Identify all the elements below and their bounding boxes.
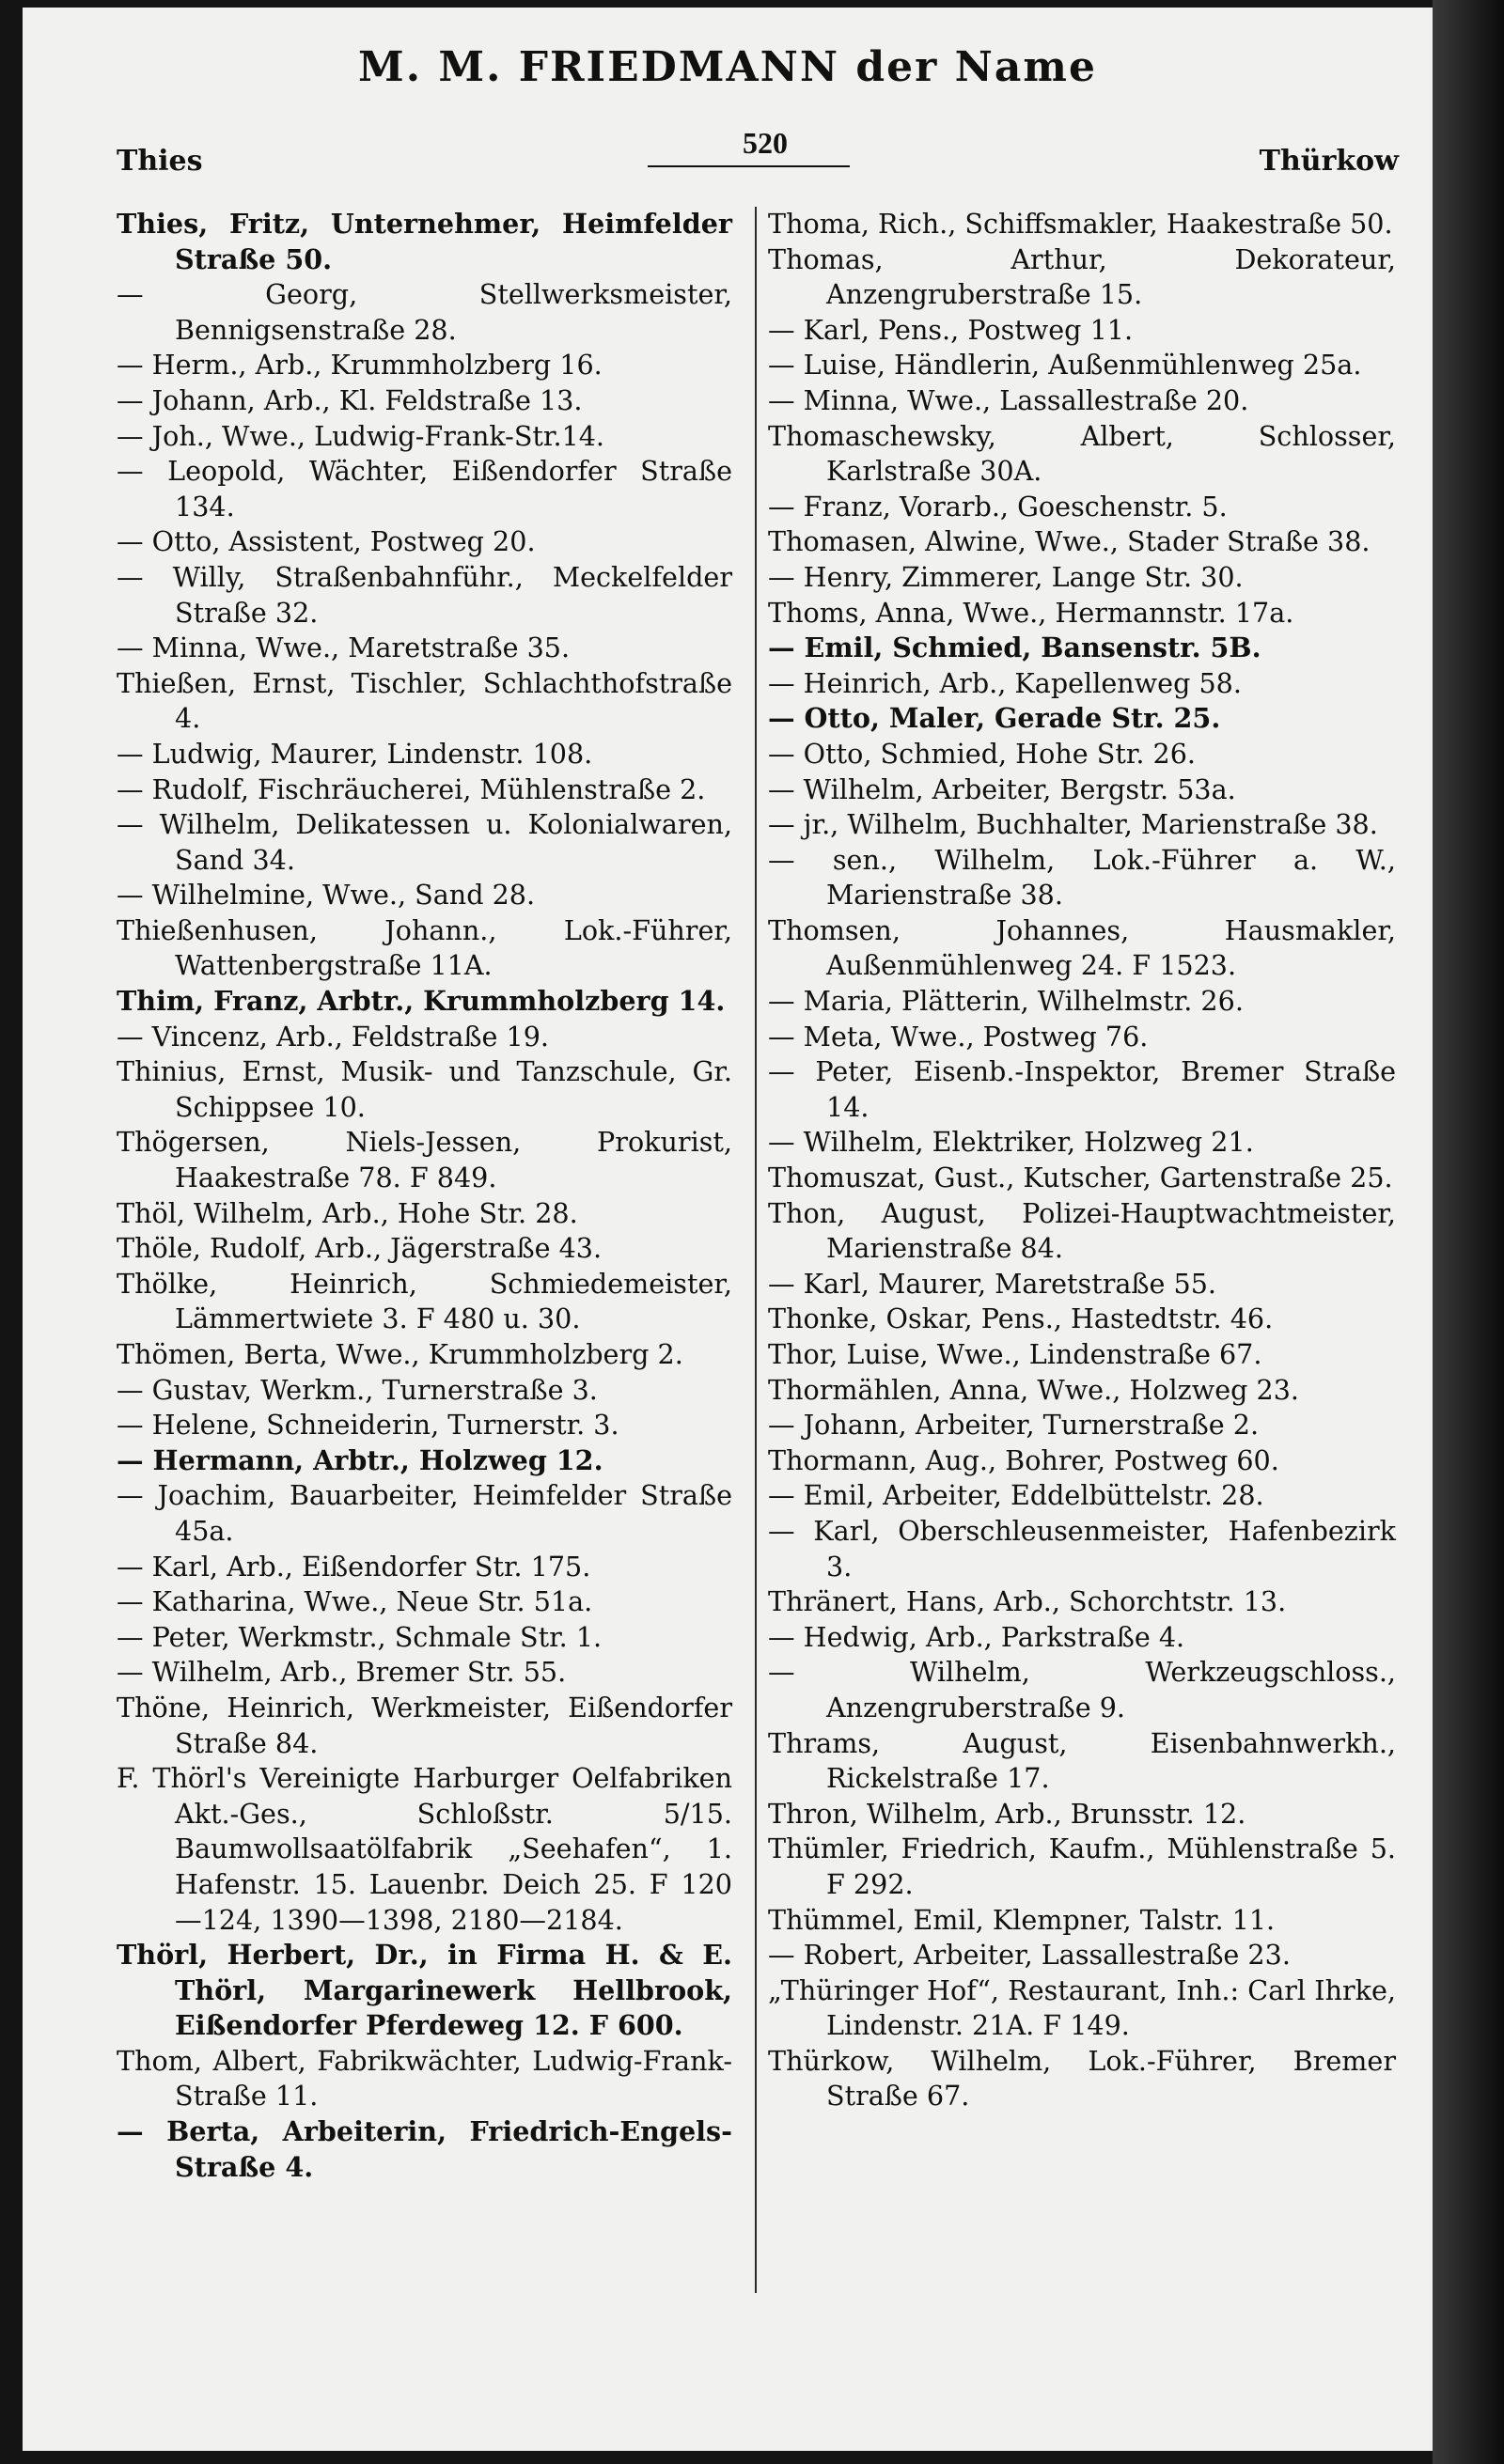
directory-entry: — Minna, Wwe., Maretstraße 35. xyxy=(117,632,571,664)
directory-entry: Thöle, Rudolf, Arb., Jägerstraße 43. xyxy=(117,1232,603,1265)
directory-entry: Thießenhusen, Johann., Lok.-Führer, Wattenbergstraße 11A. xyxy=(117,913,732,982)
directory-entry: — Johann, Arb., Kl. Feldstraße 13. xyxy=(117,383,583,416)
directory-entry: Thrams, August, Eisenbahnwerkh., Rickelstraße 17. xyxy=(768,1726,1396,1795)
directory-entry: Thormählen, Anna, Wwe., Holzweg 23. xyxy=(768,1373,1299,1406)
directory-entry: Thor, Luise, Wwe., Lindenstraße 67. xyxy=(768,1338,1262,1370)
directory-entry: Thölke, Heinrich, Schmiedemeister, Lämmertwiete 3. F 480 u. 30. xyxy=(117,1267,732,1335)
directory-entry: — Katharina, Wwe., Neue Str. 51a. xyxy=(117,1585,593,1618)
directory-entry: — Otto, Assistent, Postweg 20. xyxy=(117,525,536,558)
directory-entry: — Karl, Arb., Eißendorfer Str. 175. xyxy=(117,1550,591,1583)
directory-entry: — Wilhelm, Werkzeugschloss., Anzengruberstraße 9. xyxy=(768,1656,1396,1723)
directory-entry: Thögersen, Niels-Jessen, Prokurist, Haakestraße 78. F 849. xyxy=(117,1126,732,1194)
directory-entry: Thonke, Oskar, Pens., Hastedtstr. 46. xyxy=(768,1302,1274,1335)
directory-entry: — Karl, Pens., Postweg 11. xyxy=(768,313,1134,346)
running-head-left: Thies xyxy=(117,145,203,178)
directory-entry: — Wilhelm, Delikatessen u. Kolonialwaren, Sand 34. xyxy=(117,808,732,876)
running-head-right: Thürkow xyxy=(1259,145,1399,178)
directory-entry: Thümler, Friedrich, Kaufm., Mühlenstraße 5. F 292. xyxy=(768,1832,1396,1900)
directory-entry: — Helene, Schneiderin, Turnerstr. 3. xyxy=(117,1409,619,1442)
directory-entry: — Emil, Arbeiter, Eddelbüttelstr. 28. xyxy=(768,1479,1264,1512)
directory-entry: — Leopold, Wächter, Eißendorfer Straße 134. xyxy=(117,455,732,522)
directory-entry: — Vincenz, Arb., Feldstraße 19. xyxy=(117,1020,549,1053)
header-title: M. M. FRIEDMANN der Name xyxy=(358,43,1097,91)
directory-entry: Thürkow, Wilhelm, Lok.-Führer, Bremer Straße 67. xyxy=(768,2044,1396,2113)
directory-entry: Thoms, Anna, Wwe., Hermannstr. 17a. xyxy=(768,596,1294,629)
directory-entry: Thießen, Ernst, Tischler, Schlachthofstraße 4. xyxy=(117,666,732,735)
directory-entry: — Gustav, Werkm., Turnerstraße 3. xyxy=(117,1373,598,1406)
directory-entry: — Wilhelm, Elektriker, Holzweg 21. xyxy=(768,1126,1254,1159)
header-rule xyxy=(648,165,850,167)
directory-entry: Thömen, Berta, Wwe., Krummholzberg 2. xyxy=(117,1338,683,1370)
directory-entry: Thinius, Ernst, Musik- und Tanzschule, Gr. Schippsee 10. xyxy=(117,1055,732,1123)
directory-entry: — Joachim, Bauarbeiter, Heimfelder Straße 45a. xyxy=(117,1479,732,1547)
directory-entry: — Rudolf, Fischräucherei, Mühlenstraße 2. xyxy=(117,772,706,805)
directory-entry: — Johann, Arbeiter, Turnerstraße 2. xyxy=(768,1409,1260,1442)
directory-entry: Thümmel, Emil, Klempner, Talstr. 11. xyxy=(768,1903,1276,1936)
directory-entry: — Willy, Straßenbahnführ., Meckelfelder Straße 32. xyxy=(117,560,732,629)
directory-entry: Thörl, Herbert, Dr., in Firma H. & E. Thörl, Margarinewerk Hellbrook, Eißendorfer Pferdeweg 12. F 600. xyxy=(117,1939,732,2042)
directory-entry: — Franz, Vorarb., Goeschenstr. 5. xyxy=(768,490,1228,522)
directory-entry: Thränert, Hans, Arb., Schorchtstr. 13. xyxy=(768,1585,1287,1618)
directory-entry: Thomasen, Alwine, Wwe., Stader Straße 38. xyxy=(768,525,1371,558)
directory-entry: Thomaschewsky, Albert, Schlosser, Karlstraße 30A. xyxy=(768,419,1396,488)
directory-entry: — Hermann, Arbtr., Holzweg 12. xyxy=(117,1443,603,1476)
directory-entry: — Hedwig, Arb., Parkstraße 4. xyxy=(768,1620,1185,1653)
directory-entry: — Karl, Maurer, Maretstraße 55. xyxy=(768,1267,1216,1300)
directory-entry: — Ludwig, Maurer, Lindenstr. 108. xyxy=(117,737,593,770)
directory-entry: — Robert, Arbeiter, Lassallestraße 23. xyxy=(768,1939,1291,1972)
directory-entry: — Peter, Eisenb.-Inspektor, Bremer Straße 14. xyxy=(768,1055,1396,1123)
directory-entry: Thöl, Wilhelm, Arb., Hohe Str. 28. xyxy=(117,1196,578,1229)
directory-entry: — jr., Wilhelm, Buchhalter, Marienstraße 38. xyxy=(768,808,1378,841)
directory-entry: — Wilhelm, Arbeiter, Bergstr. 53a. xyxy=(768,772,1236,805)
directory-entry: F. Thörl's Vereinigte Harburger Oelfabriken Akt.-Ges., Schloßstr. 5/15. Baumwollsaatölfabrik „Seehafen“, 1. Hafenstr. 15. Lauenbr. Deich 25. F 120—124, 1390—1398, 2180—2184. xyxy=(117,1762,732,1936)
right-column xyxy=(768,207,1396,2114)
directory-entry: — Luise, Händlerin, Außenmühlenweg 25a. xyxy=(768,349,1362,382)
directory-entry: — Joh., Wwe., Ludwig-Frank-Str.14. xyxy=(117,419,605,452)
directory-entry: Thomsen, Johannes, Hausmakler, Außenmühlenweg 24. F 1523. xyxy=(768,913,1396,982)
directory-entry: Thom, Albert, Fabrikwächter, Ludwig-Frank-Straße 11. xyxy=(117,2044,732,2113)
directory-entry: Thomuszat, Gust., Kutscher, Gartenstraße 25. xyxy=(768,1162,1393,1194)
left-column xyxy=(117,207,732,2185)
directory-entry: — Georg, Stellwerksmeister, Bennigsenstraße 28. xyxy=(117,278,732,346)
directory-entry: — Berta, Arbeiterin, Friedrich-Engels-Straße 4. xyxy=(117,2115,732,2183)
directory-entry: — Minna, Wwe., Lassallestraße 20. xyxy=(768,383,1249,416)
directory-entry: — Otto, Maler, Gerade Str. 25. xyxy=(768,702,1221,735)
directory-entry: — Maria, Plätterin, Wilhelmstr. 26. xyxy=(768,985,1244,1018)
page-number: 520 xyxy=(743,126,788,160)
directory-entry: — Peter, Werkmstr., Schmale Str. 1. xyxy=(117,1620,603,1653)
directory-entry: — Wilhelmine, Wwe., Sand 28. xyxy=(117,879,536,912)
directory-entry: — Herm., Arb., Krummholzberg 16. xyxy=(117,349,603,382)
directory-entry: — Otto, Schmied, Hohe Str. 26. xyxy=(768,737,1197,770)
directory-page xyxy=(23,8,1433,2451)
directory-entry: — sen., Wilhelm, Lok.-Führer a. W., Marienstraße 38. xyxy=(768,843,1396,912)
directory-entry: Thormann, Aug., Bohrer, Postweg 60. xyxy=(768,1443,1279,1476)
directory-entry: — Henry, Zimmerer, Lange Str. 30. xyxy=(768,560,1244,593)
directory-entry: Thies, Fritz, Unternehmer, Heimfelder Straße 50. xyxy=(117,208,732,275)
directory-entry: — Meta, Wwe., Postweg 76. xyxy=(768,1020,1149,1053)
directory-entry: — Heinrich, Arb., Kapellenweg 58. xyxy=(768,666,1242,699)
directory-entry: Thöne, Heinrich, Werkmeister, Eißendorfer Straße 84. xyxy=(117,1691,732,1759)
directory-entry: Thoma, Rich., Schiffsmakler, Haakestraße 50. xyxy=(768,208,1393,240)
directory-entry: „Thüringer Hof“, Restaurant, Inh.: Carl Ihrke, Lindenstr. 21A. F 149. xyxy=(768,1973,1396,2042)
directory-entry: — Emil, Schmied, Bansenstr. 5B. xyxy=(768,632,1261,664)
directory-entry: Thim, Franz, Arbtr., Krummholzberg 14. xyxy=(117,985,726,1018)
directory-entry: — Karl, Oberschleusenmeister, Hafenbezirk 3. xyxy=(768,1514,1396,1583)
column-divider xyxy=(755,207,757,2293)
directory-entry: Thomas, Arthur, Dekorateur, Anzengruberstraße 15. xyxy=(768,242,1396,311)
directory-entry: Thon, August, Polizei-Hauptwachtmeister, Marienstraße 84. xyxy=(768,1196,1396,1265)
directory-entry: Thron, Wilhelm, Arb., Brunsstr. 12. xyxy=(768,1797,1246,1830)
directory-entry: — Wilhelm, Arb., Bremer Str. 55. xyxy=(117,1656,567,1689)
scan-edge xyxy=(1433,0,1504,2464)
